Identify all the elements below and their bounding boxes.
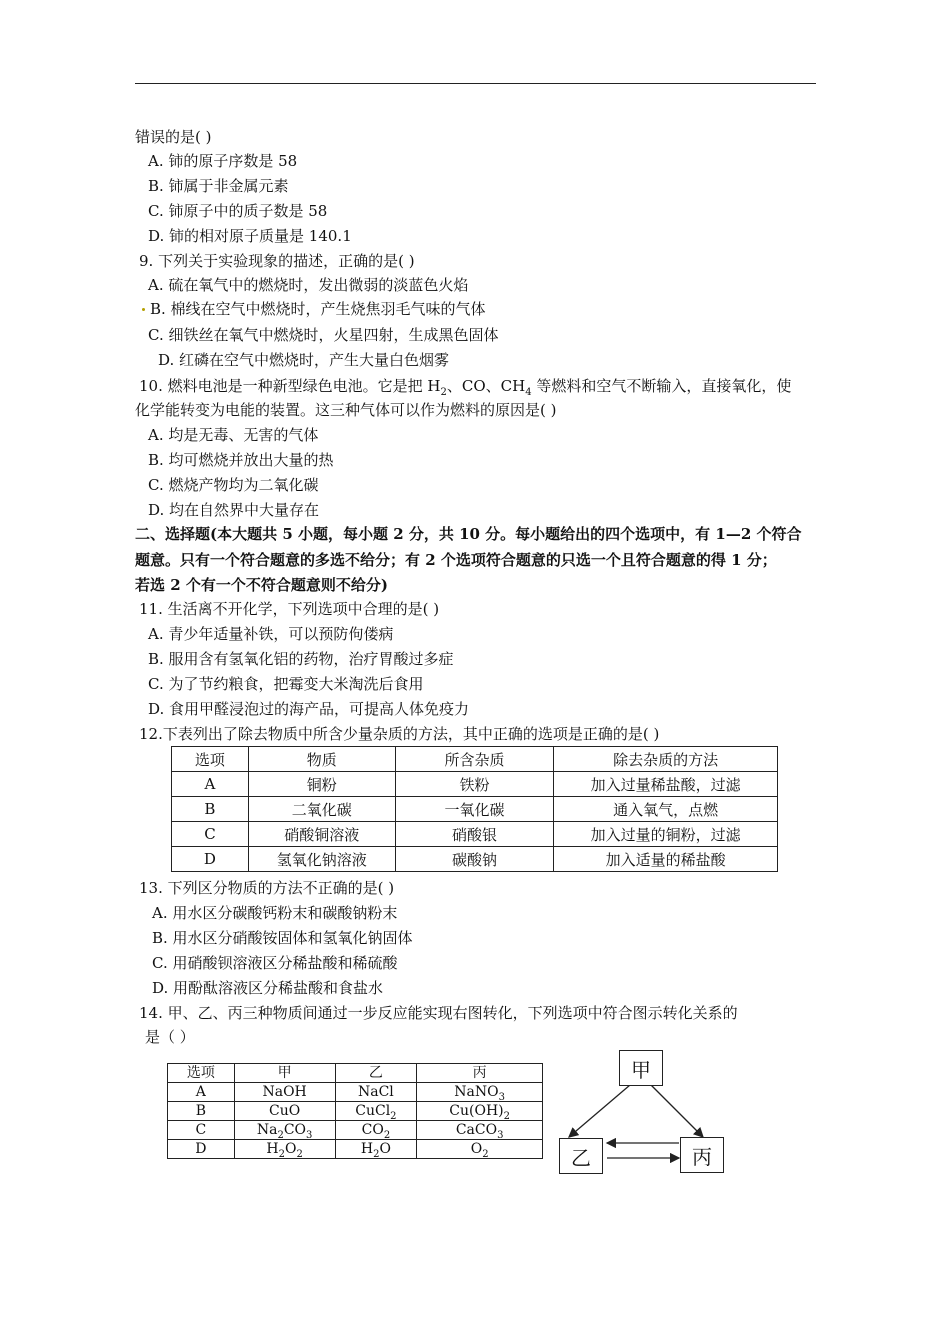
table-cell: B [172,797,249,822]
text-line: 11. 生活离不开化学，下列选项中合理的是( ) [139,600,440,618]
text-line: 是（ ） [145,1028,195,1046]
text-line: 化学能转变为电能的装置。这三种气体可以作为燃料的原因是( ) [135,401,557,419]
table-cell: A [168,1083,235,1102]
table-cell: 氢氧化钠溶液 [248,847,395,872]
table-row [172,822,778,847]
table-cell: C [172,822,249,847]
text-line: C. 细铁丝在氧气中燃烧时，火星四射，生成黑色固体 [148,326,499,344]
text-line: D. 铈的相对原子质量是 140.1 [148,227,352,245]
table-cell: 二氧化碳 [248,797,395,822]
text-line: B. 用水区分硝酸铵固体和氢氧化钠固体 [152,929,413,947]
table-cell: 选项 [172,747,249,772]
table-header-row [172,747,778,772]
table-cell: 除去杂质的方法 [554,747,778,772]
table-cell: $Na_2CO_3$ [234,1121,335,1140]
table-cell: 通入氧气，点燃 [554,797,778,822]
table-row [172,847,778,872]
table-cell: 乙 [335,1064,417,1083]
text-line: 9. 下列关于实验现象的描述，正确的是( ) [139,252,415,270]
table-cell: 硝酸铜溶液 [248,822,395,847]
text-line: D. 食用甲醛浸泡过的海产品，可提高人体免疫力 [148,700,470,718]
table-cell: CuO [234,1102,335,1121]
table-cell: 铜粉 [248,772,395,797]
table-cell: A [172,772,249,797]
table-header-row [168,1064,543,1083]
table-cell: $CO_2$ [335,1121,417,1140]
header-rule [135,83,816,84]
diagram-node-right: 丙 [680,1137,724,1173]
text-line: C. 燃烧产物均为二氧化碳 [148,476,319,494]
text-line: 错误的是( ) [135,128,212,146]
table-cell: $H_2O$ [335,1140,417,1159]
text-line: A. 青少年适量补铁，可以预防佝偻病 [148,625,394,643]
table-cell: $O_2$ [417,1140,543,1159]
table-cell: CaCO$_3$ [417,1121,543,1140]
section-2-heading-line1: 二、选择题(本大题共 5 小题，每小题 2 分，共 10 分。每小题给出的四个选项中，有 1—2 个符合 [135,525,802,543]
section-2-heading-line2: 题意。只有一个符合题意的多选不给分；有 2 个选项符合题意的只选一个且符合题意的得 1 分； [135,551,777,569]
table-cell: 丙 [417,1064,543,1083]
text-line: C. 铈原子中的质子数是 58 [148,202,328,220]
text-line: B. 棉线在空气中燃烧时，产生烧焦羽毛气味的气体 [150,300,486,318]
table-cell: 甲 [234,1064,335,1083]
text-line: D. 均在自然界中大量存在 [148,501,320,519]
table-cell: 加入过量的铜粉，过滤 [554,822,778,847]
text-line: B. 服用含有氢氧化铝的药物，治疗胃酸过多症 [148,650,454,668]
question-12-table [171,746,778,872]
text-line: A. 均是无毒、无害的气体 [148,426,319,444]
section-2-heading-line3: 若选 2 个有一个不符合题意则不给分) [135,576,388,594]
text-line: A. 硫在氧气中的燃烧时，发出微弱的淡蓝色火焰 [148,276,469,294]
table-cell: C [168,1121,235,1140]
text-line: 14. 甲、乙、丙三种物质间通过一步反应能实现右图转化，下列选项中符合图示转化关系的 [139,1004,738,1022]
table-cell: B [168,1102,235,1121]
table-cell: NaOH [234,1083,335,1102]
text-line: C. 用硝酸钡溶液区分稀盐酸和稀硫酸 [152,954,398,972]
table-row [172,797,778,822]
question-10-line1: 10. 燃料电池是一种新型绿色电池。它是把 $H_2$、CO、$CH_4$ 等燃料和空气不断输入，直接氧化，使 [139,377,792,398]
table-row [168,1140,543,1159]
table-cell: 硝酸银 [395,822,554,847]
question-12-title: 12.下表列出了除去物质中所含少量杂质的方法，其中正确的选项是正确的是( ) [139,725,660,743]
text-line: C. 为了节约粮食，把霉变大米淘洗后食用 [148,675,424,693]
table-row [172,772,778,797]
table-cell: 所含杂质 [395,747,554,772]
table-cell: $Cu(OH)_2$ [417,1102,543,1121]
text-line: B. 均可燃烧并放出大量的热 [148,451,334,469]
table-cell: 一氧化碳 [395,797,554,822]
text-line: D. 用酚酞溶液区分稀盐酸和食盐水 [152,979,384,997]
table-cell: D [172,847,249,872]
text-line: A. 用水区分碳酸钙粉末和碳酸钠粉末 [152,904,398,922]
table-cell: 物质 [248,747,395,772]
table-cell: 加入适量的稀盐酸 [554,847,778,872]
table-cell: CuCl$_2$ [335,1102,417,1121]
text-line: D. 红磷在空气中燃烧时，产生大量白色烟雾 [158,351,450,369]
table-row [168,1083,543,1102]
table-cell: NaNO$_3$ [417,1083,543,1102]
table-row [168,1121,543,1140]
table-cell: 碳酸钠 [395,847,554,872]
diagram-node-left: 乙 [559,1138,603,1174]
diagram-node-top: 甲 [619,1050,663,1086]
text-line: A. 铈的原子序数是 58 [148,152,298,170]
table-cell: 铁粉 [395,772,554,797]
table-cell: 加入过量稀盐酸，过滤 [554,772,778,797]
stray-mark [142,308,145,311]
question-14-table [167,1063,543,1159]
table-cell: 选项 [168,1064,235,1083]
table-cell: D [168,1140,235,1159]
table-cell: NaCl [335,1083,417,1102]
text-line: B. 铈属于非金属元素 [148,177,289,195]
text-line: 13. 下列区分物质的方法不正确的是( ) [139,879,395,897]
table-row [168,1102,543,1121]
table-cell: $H_2O_2$ [234,1140,335,1159]
